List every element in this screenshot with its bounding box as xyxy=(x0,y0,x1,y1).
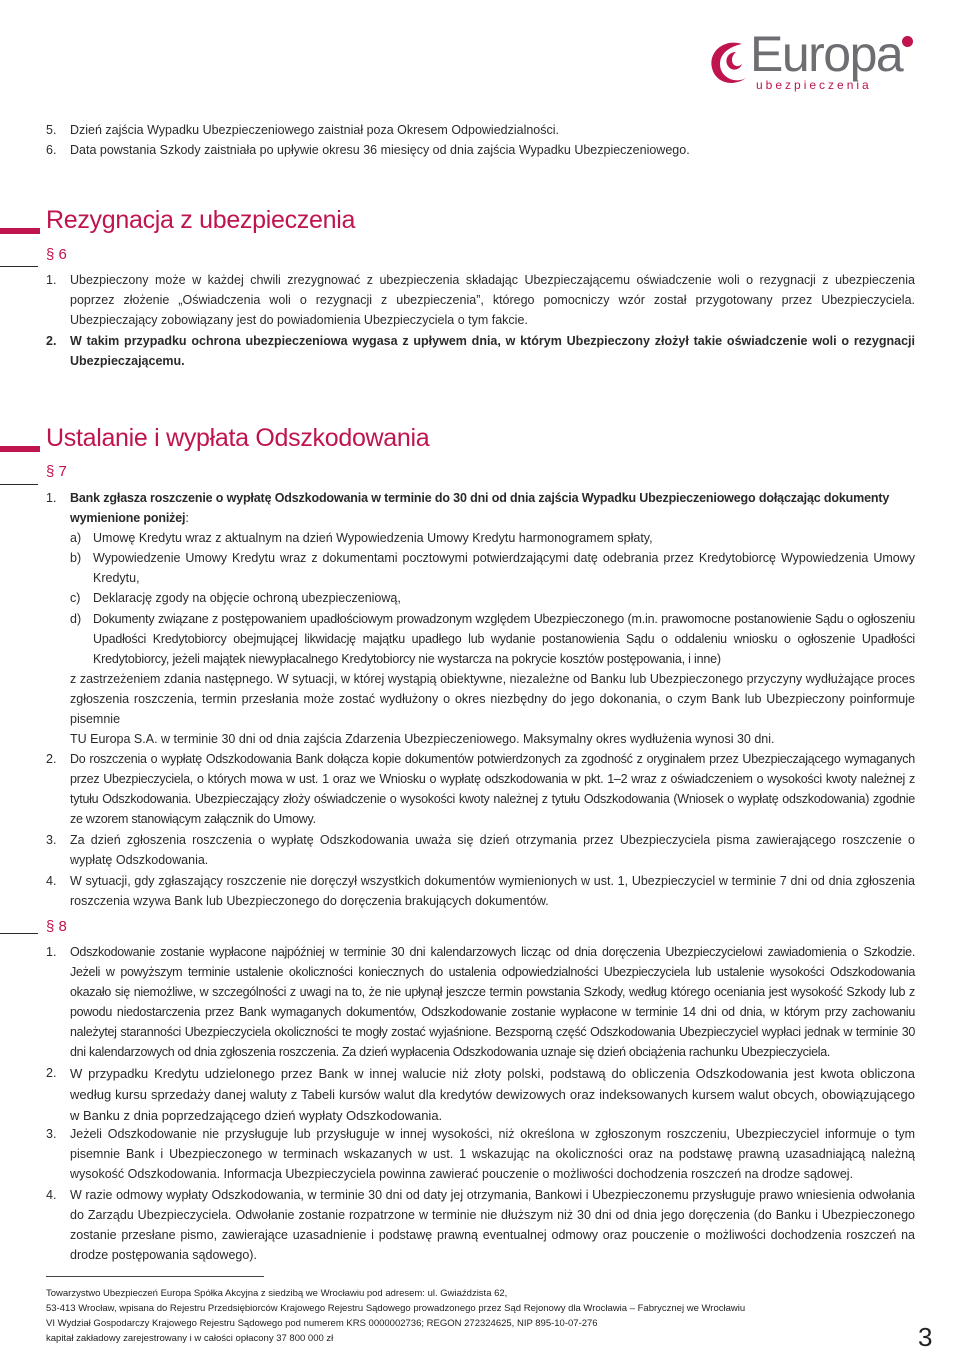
footer-line: VI Wydział Gospodarczy Krajowego Rejestru Sądowego pod numerem KRS 0000002736; REGON 272324625, NIP 895-10-07-276 xyxy=(46,1318,598,1329)
list-item-lead-bold: Bank zgłasza roszczenie o wypłatę Odszkodowania w terminie do 30 dni od dnia zajścia Wypadku Ubezpieczeniowego dołączając dokumenty wymienione poniżej xyxy=(70,491,890,525)
logo-subtitle: ubezpieczenia xyxy=(756,78,872,92)
footer-line: kapitał zakładowy zarejestrowany i w całości opłacony 37 800 000 zł xyxy=(46,1333,334,1344)
sub-item-label: b) xyxy=(70,551,82,565)
list-item-text: W takim przypadku ochrona ubezpieczeniowa wygasa z upływem dnia, w którym Ubezpieczony złożył takie oświadczenie woli o rezygnacji Ubezpieczającemu. xyxy=(70,334,915,368)
paragraph-rule xyxy=(0,266,38,267)
sub-item-label: d) xyxy=(70,612,82,626)
list-item-lead xyxy=(70,488,915,528)
page-number: 3 xyxy=(918,1322,933,1352)
item-tail-text: z zastrzeżeniem zdania następnego. W sytuacji, w której wystąpią obiektywne, niezależne od Banku lub Ubezpieczonego przyczyny wydłużające proces zgłoszenia roszczenia, termin przesłania może zostać wydłużony o okres niezbędny do jego dokonania, o czym Bank lub Ubezpieczony poinformuje pisemnie xyxy=(70,672,915,726)
section-heading-ustalanie: Ustalanie i wypłata Odszkodowania xyxy=(46,424,430,452)
sub-item-text: Wypowiedzenie Umowy Kredytu wraz z dokumentami pocztowymi potwierdzającymi datę odebrania przez Kredytobiorcę Wypowiedzenia Umowy Kredytu, xyxy=(93,551,915,585)
footer xyxy=(46,1286,866,1346)
list-item-text: W razie odmowy wypłaty Odszkodowania, w terminie 30 dni od daty jej otrzymania, Bankowi i Ubezpieczonemu przysługuje prawo wniesienia odwołania do Zarządu Ubezpieczyciela. Odwołanie zostanie rozpatrzone w terminie nie dłuższym niż 30 dni od dnia jego doręczenia (do Banku i Ubezpieczonego zostanie przesłane pismo, zawierające uzasadnienie i podstawę prawną eventualnej odmowy oraz pouczenie o możliwości dochodzenia roszczeń na drodze postępowania sądowego). xyxy=(70,1188,915,1262)
heading-accent-bar xyxy=(0,228,40,234)
list-item-text: Ubezpieczony może w każdej chwili zrezygnować z ubezpieczenia składając Ubezpieczającemu oświadczenie woli o rezygnacji z ubezpieczenia poprzez złożenie „Oświadczenia woli o rezygnacji z ubezpieczenia”, którego pomocniczy wzór został przygotowany przez Ubezpieczyciela. Ubezpieczający zobowiązany jest do powiadomienia Ubezpieczyciela o tym fakcie. xyxy=(70,273,915,327)
heading-accent-bar xyxy=(0,446,40,452)
item-tail-text: TU Europa S.A. w terminie 30 dni od dnia zajścia Zdarzenia Ubezpieczeniowego. Maksymalny okres wydłużenia wynosi 30 dni. xyxy=(70,732,775,746)
paragraph-7-label: § 7 xyxy=(46,463,67,480)
list-item-text: Do roszczenia o wypłatę Odszkodowania Bank dołącza kopie dokumentów potwierdzonych za zgodność z oryginałem przez Ubezpieczającego wymaganych przez Ubezpieczyciela, o których mowa w ust. 1 oraz we Wniosku o wypłatę odszkodowania w pkt. 1–2 wraz z oświadczeniem o wysokości kwoty należnej z tytułu Odszkodowania. Ubezpieczający złoży oświadczenie o wysokości kwoty należnej z tytułu Odszkodowania (Wniosek o wypłatę odszkodowania) zgodnie ze wzorem stanowiącym załącznik do Umowy. xyxy=(70,752,915,826)
sub-item-label: a) xyxy=(70,531,82,545)
list-item-number: 3. xyxy=(46,1127,57,1141)
list-item-number: 2. xyxy=(46,334,57,348)
sub-item-text: Deklarację zgody na objęcie ochroną ubezpieczeniową, xyxy=(93,591,401,605)
sub-item-label: c) xyxy=(70,591,81,605)
list-item-lead-colon: : xyxy=(185,511,189,525)
footer-line: Towarzystwo Ubezpieczeń Europa Spółka Akcyjna z siedzibą we Wrocławiu pod adresem: ul. Gwiaździsta 62, xyxy=(46,1288,508,1299)
logo-dot-icon xyxy=(902,36,913,47)
section-heading-rezygnacja: Rezygnacja z ubezpieczenia xyxy=(46,206,356,234)
paragraph-6-label: § 6 xyxy=(46,246,67,263)
logo-swirl-icon xyxy=(706,34,756,92)
paragraph-rule xyxy=(0,484,38,485)
footer-rule xyxy=(46,1276,264,1277)
europa-logo xyxy=(706,26,926,96)
list-item-number: 1. xyxy=(46,491,57,505)
paragraph-8-label: § 8 xyxy=(46,918,67,935)
list-item-number: 4. xyxy=(46,874,57,888)
sub-item-text: Dokumenty związane z postępowaniem upadłościowym prowadzonym względem Ubezpieczonego (m.in. prawomocne postanowienie Sądu o ogłoszeniu Upadłości Kredytobiorcy obejmującej likwidację majątku upadłego lub wydanie postanowienia Sądu o oddaleniu wniosku o ogłoszenie Upadłości Kredytobiorcy, jeżeli majątek niewypłacalnego Kredytobiorcy nie wystarcza na pokrycie kosztów postępowania, i inne) xyxy=(93,612,915,666)
logo-wordmark: Europa xyxy=(750,26,903,82)
list-item-number: 4. xyxy=(46,1188,57,1202)
list-item-text: Odszkodowanie zostanie wypłacone najpóźniej w terminie 30 dni kalendarzowych licząc od dnia doręczenia Ubezpieczycielowi zawiadomienia o Szkodzie. Jeżeli w powyższym terminie ustalenie okoliczności koniecznych do ustalenia odpowiedzialności Ubezpieczyciela lub ustalenie wysokości Odszkodowania okazało się niemożliwe, w szczególności z uwagi na to, że nie upłynął jeszcze termin powstania Szkody, według którego oceniania jest wysokość Szkody lub z powodu niedostarczenia przez Bank wymaganych dokumentów, Odszkodowanie zostanie wypłacone w terminie 14 dni od dnia, w którym przy zachowaniu należytej staranności Ubezpieczyciela okoliczności te mogły zostać wyjaśnione. Bezsporną część Odszkodowania Ubezpieczyciel wypłaci jednak w terminie 30 dni kalendarzowych od dnia zgłoszenia roszczenia. Za dzień wypłacenia Odszkodowania uznaje się dzień obciążenia rachunku Ubezpieczyciela. xyxy=(70,945,915,1059)
sub-item-text: Umowę Kredytu wraz z aktualnym na dzień Wypowiedzenia Umowy Kredytu harmonogramem spłaty, xyxy=(93,531,653,545)
list-item-text: Za dzień zgłoszenia roszczenia o wypłatę Odszkodowania uważa się dzień otrzymania przez Ubezpieczyciela pisma zawierającego roszczenie o wypłatę Odszkodowania. xyxy=(70,833,915,867)
footer-line: 53-413 Wrocław, wpisana do Rejestru Przedsiębiorców Krajowego Rejestru Sądowego prowadzonego przez Sąd Rejonowy dla Wrocławia – Fabrycznej we Wrocławiu xyxy=(46,1303,746,1314)
list-item-number: 3. xyxy=(46,833,57,847)
list-item-number: 6. xyxy=(46,143,57,157)
list-item-text: Dzień zajścia Wypadku Ubezpieczeniowego zaistniał poza Okresem Odpowiedzialności. xyxy=(70,123,560,137)
list-item-number: 2. xyxy=(46,752,57,766)
list-item-number: 2. xyxy=(46,1066,57,1080)
list-item-text: Data powstania Szkody zaistniała po upływie okresu 36 miesięcy od dnia zajścia Wypadku Ubezpieczeniowego. xyxy=(70,143,690,157)
list-item-text: W przypadku Kredytu udzielonego przez Bank w innej walucie niż złoty polski, podstawą do obliczenia Odszkodowania jest kwota obliczona według kursu sprzedaży danej waluty z Tabeli kursów walut dla kredytów dewizowych oraz indeksowanych kursem walut obcych, obowiązującego w Banku z dnia poprzedzającego dzień wypłaty Odszkodowania. xyxy=(70,1066,915,1123)
list-item-number: 1. xyxy=(46,273,57,287)
paragraph-rule xyxy=(0,933,38,934)
list-item-number: 1. xyxy=(46,945,57,959)
list-item-text: Jeżeli Odszkodowanie nie przysługuje lub przysługuje w innej wysokości, niż określona w zgłoszonym roszczeniu, Ubezpieczyciel informuje o tym pisemnie Bank i Ubezpieczonego w terminach wskazanych w ust. 1 wskazując na okoliczności oraz na podstawę prawną uzasadniającą należną wysokość Odszkodowania. Informacja Ubezpieczyciela powinna zawierać pouczenie o możliwości dochodzenia roszczeń na drodze sądowej. xyxy=(70,1127,915,1181)
list-item-text: W sytuacji, gdy zgłaszający roszczenie nie doręczył wszystkich dokumentów wymienionych w ust. 1, Ubezpieczyciel w terminie 7 dni od dnia zgłoszenia roszczenia wzywa Bank lub Ubezpieczonego do doręczenia brakujących dokumentów. xyxy=(70,874,915,908)
list-item-number: 5. xyxy=(46,123,57,137)
